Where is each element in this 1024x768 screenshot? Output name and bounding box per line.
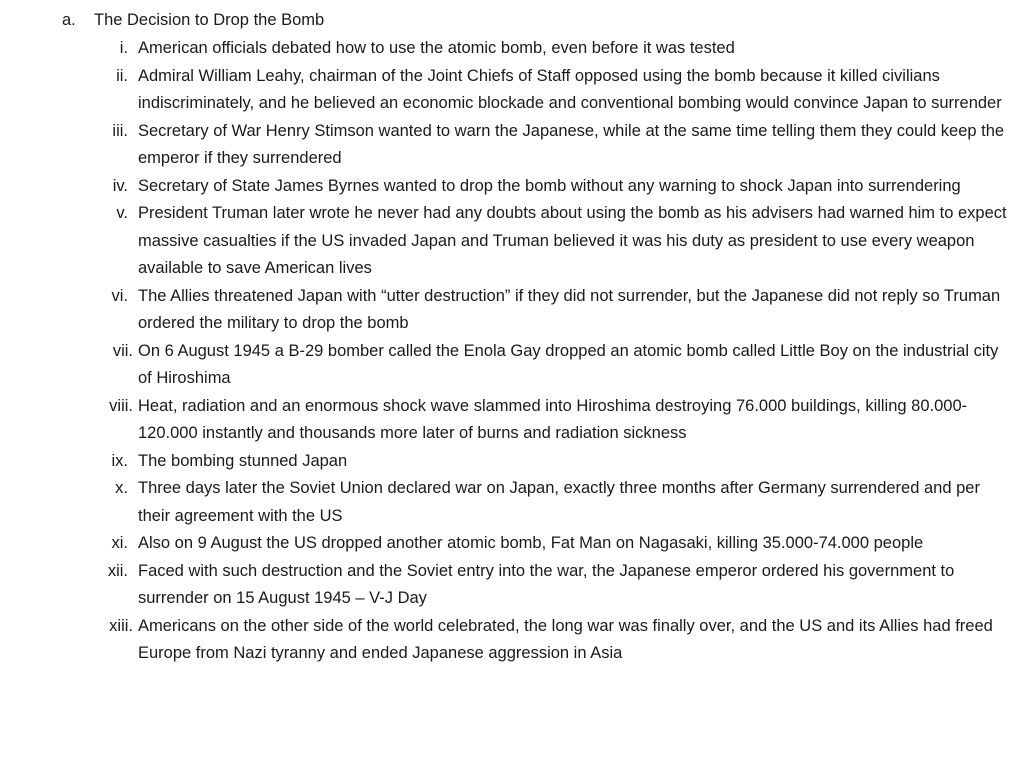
heading-marker: a. [62, 11, 76, 29]
outline-list [0, 35, 1024, 668]
list-item [0, 200, 1024, 283]
item-marker: xi. [111, 534, 128, 552]
item-text: Americans on the other side of the world celebrated, the long war was finally over, and the US and its Allies had freed Europe from Nazi tyranny and ended Japanese aggression in Asia [138, 616, 993, 662]
item-text: President Truman later wrote he never had any doubts about using the bomb as his advisers had warned him to expect massive casualties if the US invaded Japan and Truman believed it was his duty as president to use every weapon available to save American lives [138, 204, 1007, 277]
item-marker: vi. [111, 286, 128, 305]
item-marker: ii. [116, 66, 128, 85]
item-text: Three days later the Soviet Union declared war on Japan, exactly three months after Germany surrendered and per their agreement with the US [138, 479, 980, 525]
item-text: Admiral William Leahy, chairman of the Joint Chiefs of Staff opposed using the bomb because it killed civilians indiscriminately, and he believed an economic blockade and conventional bombing would convince Japan to surrender [138, 66, 1002, 112]
list-item [0, 63, 1024, 118]
list-item [0, 35, 1024, 63]
item-text: Also on 9 August the US dropped another atomic bomb, Fat Man on Nagasaki, killing 35.000-74.000 people [138, 534, 924, 552]
item-text: American officials debated how to use the atomic bomb, even before it was tested [138, 39, 735, 57]
item-marker: ix. [111, 451, 128, 470]
item-marker: i. [119, 39, 128, 57]
item-text: Faced with such destruction and the Soviet entry into the war, the Japanese emperor ordered his government to surrender on 15 August 1945 – V-J Day [138, 561, 955, 607]
item-marker: viii. [109, 396, 133, 415]
item-text: Secretary of State James Byrnes wanted to drop the bomb without any warning to shock Japan into surrendering [138, 176, 961, 195]
list-item [0, 338, 1024, 393]
item-marker: xii. [107, 561, 128, 580]
list-item [0, 613, 1024, 668]
list-item [0, 283, 1024, 338]
list-item [0, 448, 1024, 476]
item-marker: x. [115, 479, 128, 497]
item-marker: iii. [112, 121, 128, 140]
list-item [0, 173, 1024, 201]
item-text: Secretary of War Henry Stimson wanted to warn the Japanese, while at the same time telling them they could keep the emperor if they surrendered [138, 121, 1005, 167]
item-marker: xiii. [109, 616, 133, 635]
item-text: Heat, radiation and an enormous shock wave slammed into Hiroshima destroying 76.000 buildings, killing 80.000-120.000 instantly and thousands more later of burns and radiation sickness [138, 396, 968, 442]
list-item [0, 393, 1024, 448]
item-marker: vii. [112, 341, 133, 360]
list-item [0, 558, 1024, 613]
item-marker: iv. [112, 176, 128, 195]
item-text: On 6 August 1945 a B-29 bomber called the Enola Gay dropped an atomic bomb called Little Boy on the industrial city of Hiroshima [138, 341, 999, 387]
item-text: The Allies threatened Japan with “utter destruction” if they did not surrender, but the Japanese did not reply so Truman ordered the military to drop the bomb [138, 286, 1001, 332]
list-item [0, 118, 1024, 173]
item-text: The bombing stunned Japan [138, 451, 348, 470]
heading-text: The Decision to Drop the Bomb [94, 11, 325, 29]
list-item [0, 475, 1024, 530]
list-item [0, 530, 1024, 558]
item-marker: v. [116, 204, 128, 222]
section-heading [62, 8, 324, 32]
